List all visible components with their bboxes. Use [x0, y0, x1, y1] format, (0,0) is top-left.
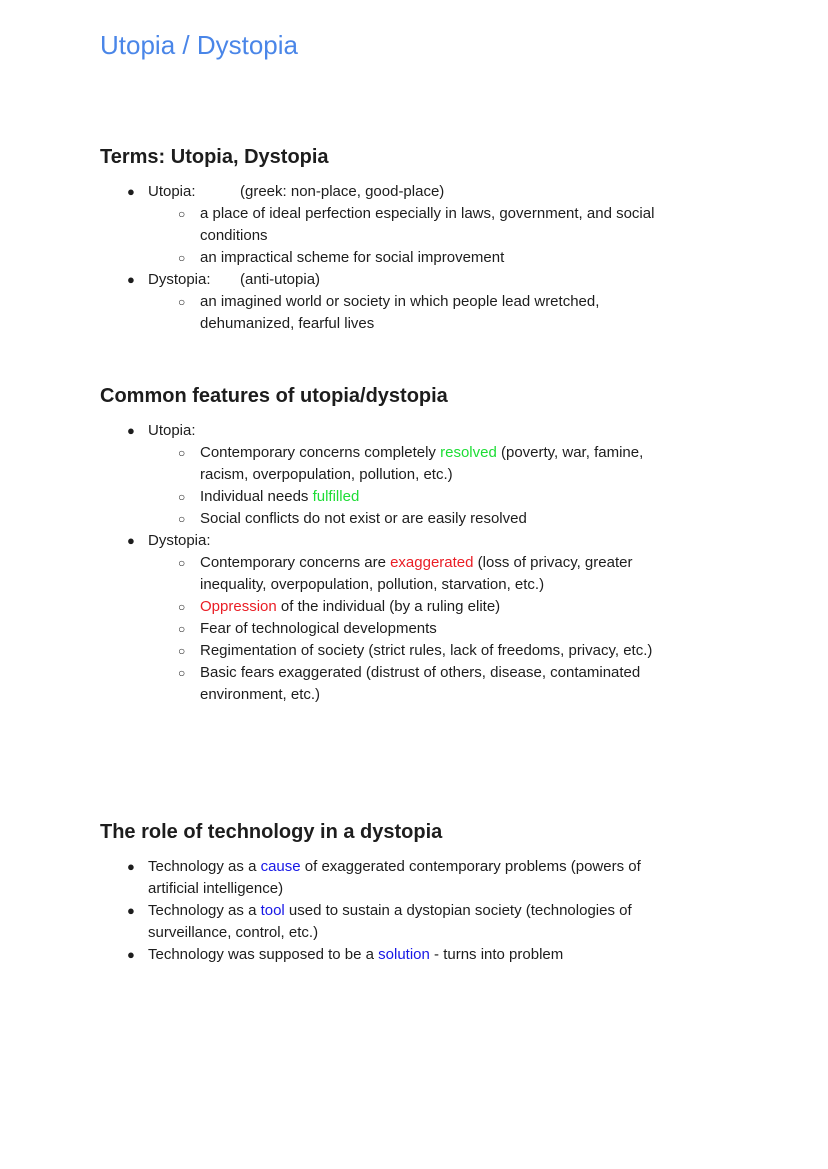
- bullet-disc-icon: ●: [127, 859, 135, 874]
- text-run: Technology as a: [148, 902, 261, 919]
- text-run: - turns into problem: [429, 946, 564, 963]
- list-item: [127, 530, 788, 552]
- text-run: Technology as a: [148, 858, 261, 875]
- text-run: an imagined world or society in which people lead wretched,: [200, 293, 600, 310]
- bullet-disc-icon: ●: [127, 272, 135, 287]
- section-heading: Common features of utopia/dystopia: [100, 385, 448, 407]
- list-item: [178, 442, 788, 486]
- list-item-text: [148, 900, 632, 944]
- text-run: Basic fears exaggerated (distrust of others, disease, contaminated: [200, 664, 641, 681]
- text-run: Contemporary concerns are: [200, 554, 391, 571]
- list-item-text: [200, 291, 599, 335]
- text-run: Fear of technological developments: [200, 620, 437, 637]
- section: [100, 384, 788, 706]
- text-run: tool: [260, 902, 285, 919]
- text-run: (poverty, war, famine,: [496, 444, 644, 461]
- text-run: Contemporary concerns completely: [200, 444, 441, 461]
- text-run: dehumanized, fearful lives: [200, 315, 375, 332]
- list-item: [178, 203, 788, 247]
- bullet-circle-icon: ○: [178, 251, 186, 265]
- bullet-circle-icon: ○: [178, 666, 186, 680]
- bullet-disc-icon: ●: [127, 184, 135, 199]
- list-item-text: [200, 508, 527, 530]
- list-item: [178, 552, 788, 596]
- list-item: [127, 856, 788, 900]
- section: [100, 145, 788, 335]
- list-item: [178, 508, 788, 530]
- list-item: [178, 486, 788, 508]
- list-item-text: [148, 944, 563, 966]
- list-item: [127, 944, 788, 966]
- text-run: Oppression: [200, 598, 277, 615]
- section: [100, 820, 788, 966]
- list-item-text: [200, 442, 643, 486]
- text-run: Technology was supposed to be a: [148, 946, 379, 963]
- text-run: used to sustain a dystopian society (technologies of: [284, 902, 632, 919]
- list-item: [127, 181, 788, 203]
- text-run: artificial intelligence): [148, 880, 284, 897]
- bullet-disc-icon: ●: [127, 903, 135, 918]
- section-heading: The role of technology in a dystopia: [100, 821, 443, 843]
- text-run: Utopia:: [148, 422, 196, 439]
- list-item-text: [148, 269, 320, 291]
- text-run: racism, overpopulation, pollution, etc.): [200, 466, 453, 483]
- list-item: [178, 662, 788, 706]
- text-run: Dystopia: (anti-utopia): [148, 271, 321, 288]
- list-item-text: [148, 181, 444, 203]
- bullet-circle-icon: ○: [178, 295, 186, 309]
- list-item-text: [200, 247, 504, 269]
- bullet-disc-icon: ●: [127, 423, 135, 438]
- text-run: (loss of privacy, greater: [473, 554, 633, 571]
- text-run: an impractical scheme for social improvement: [200, 249, 505, 266]
- text-run: Regimentation of society (strict rules, lack of freedoms, privacy, etc.): [200, 642, 653, 659]
- list-item-text: [200, 662, 640, 706]
- text-run: cause: [260, 858, 301, 875]
- text-run: of the individual (by a ruling elite): [276, 598, 501, 615]
- text-run: of exaggerated contemporary problems (powers of: [300, 858, 641, 875]
- list-item-text: [200, 486, 359, 508]
- list-item-text: [200, 596, 500, 618]
- list-item-text: [148, 530, 211, 552]
- bullet-disc-icon: ●: [127, 533, 135, 548]
- list-item: [127, 269, 788, 291]
- list-item-text: [200, 552, 632, 596]
- bullet-circle-icon: ○: [178, 644, 186, 658]
- text-run: a place of ideal perfection especially in laws, government, and social: [200, 205, 655, 222]
- text-run: resolved: [440, 444, 497, 461]
- bullet-disc-icon: ●: [127, 947, 135, 962]
- list-item: [178, 247, 788, 269]
- list-item: [127, 420, 788, 442]
- bullet-circle-icon: ○: [178, 490, 186, 504]
- text-run: surveillance, control, etc.): [148, 924, 319, 941]
- text-run: Individual needs: [200, 488, 313, 505]
- document-body: [100, 145, 788, 966]
- list-item-text: [200, 203, 654, 247]
- text-run: Dystopia:: [148, 532, 211, 549]
- text-run: exaggerated: [390, 554, 474, 571]
- list-item-text: [200, 618, 437, 640]
- list-item: [178, 596, 788, 618]
- text-run: inequality, overpopulation, pollution, starvation, etc.): [200, 576, 545, 593]
- text-run: solution: [378, 946, 430, 963]
- bullet-circle-icon: ○: [178, 556, 186, 570]
- list-item-text: [148, 420, 196, 442]
- text-run: environment, etc.): [200, 686, 321, 703]
- list-item: [127, 900, 788, 944]
- text-run: Social conflicts do not exist or are easily resolved: [200, 510, 527, 527]
- list-item-text: [200, 640, 652, 662]
- list-item-text: [148, 856, 641, 900]
- list-item: [178, 291, 788, 335]
- bullet-circle-icon: ○: [178, 207, 186, 221]
- section-heading: Terms: Utopia, Dystopia: [100, 146, 329, 168]
- text-run: fulfilled: [312, 488, 360, 505]
- document-title: Utopia / Dystopia: [100, 30, 298, 60]
- text-run: Utopia: (greek: non-place, good-place): [148, 183, 445, 200]
- list-item: [178, 640, 788, 662]
- list-item: [178, 618, 788, 640]
- text-run: conditions: [200, 227, 268, 244]
- bullet-circle-icon: ○: [178, 600, 186, 614]
- bullet-circle-icon: ○: [178, 512, 186, 526]
- bullet-circle-icon: ○: [178, 622, 186, 636]
- bullet-circle-icon: ○: [178, 446, 186, 460]
